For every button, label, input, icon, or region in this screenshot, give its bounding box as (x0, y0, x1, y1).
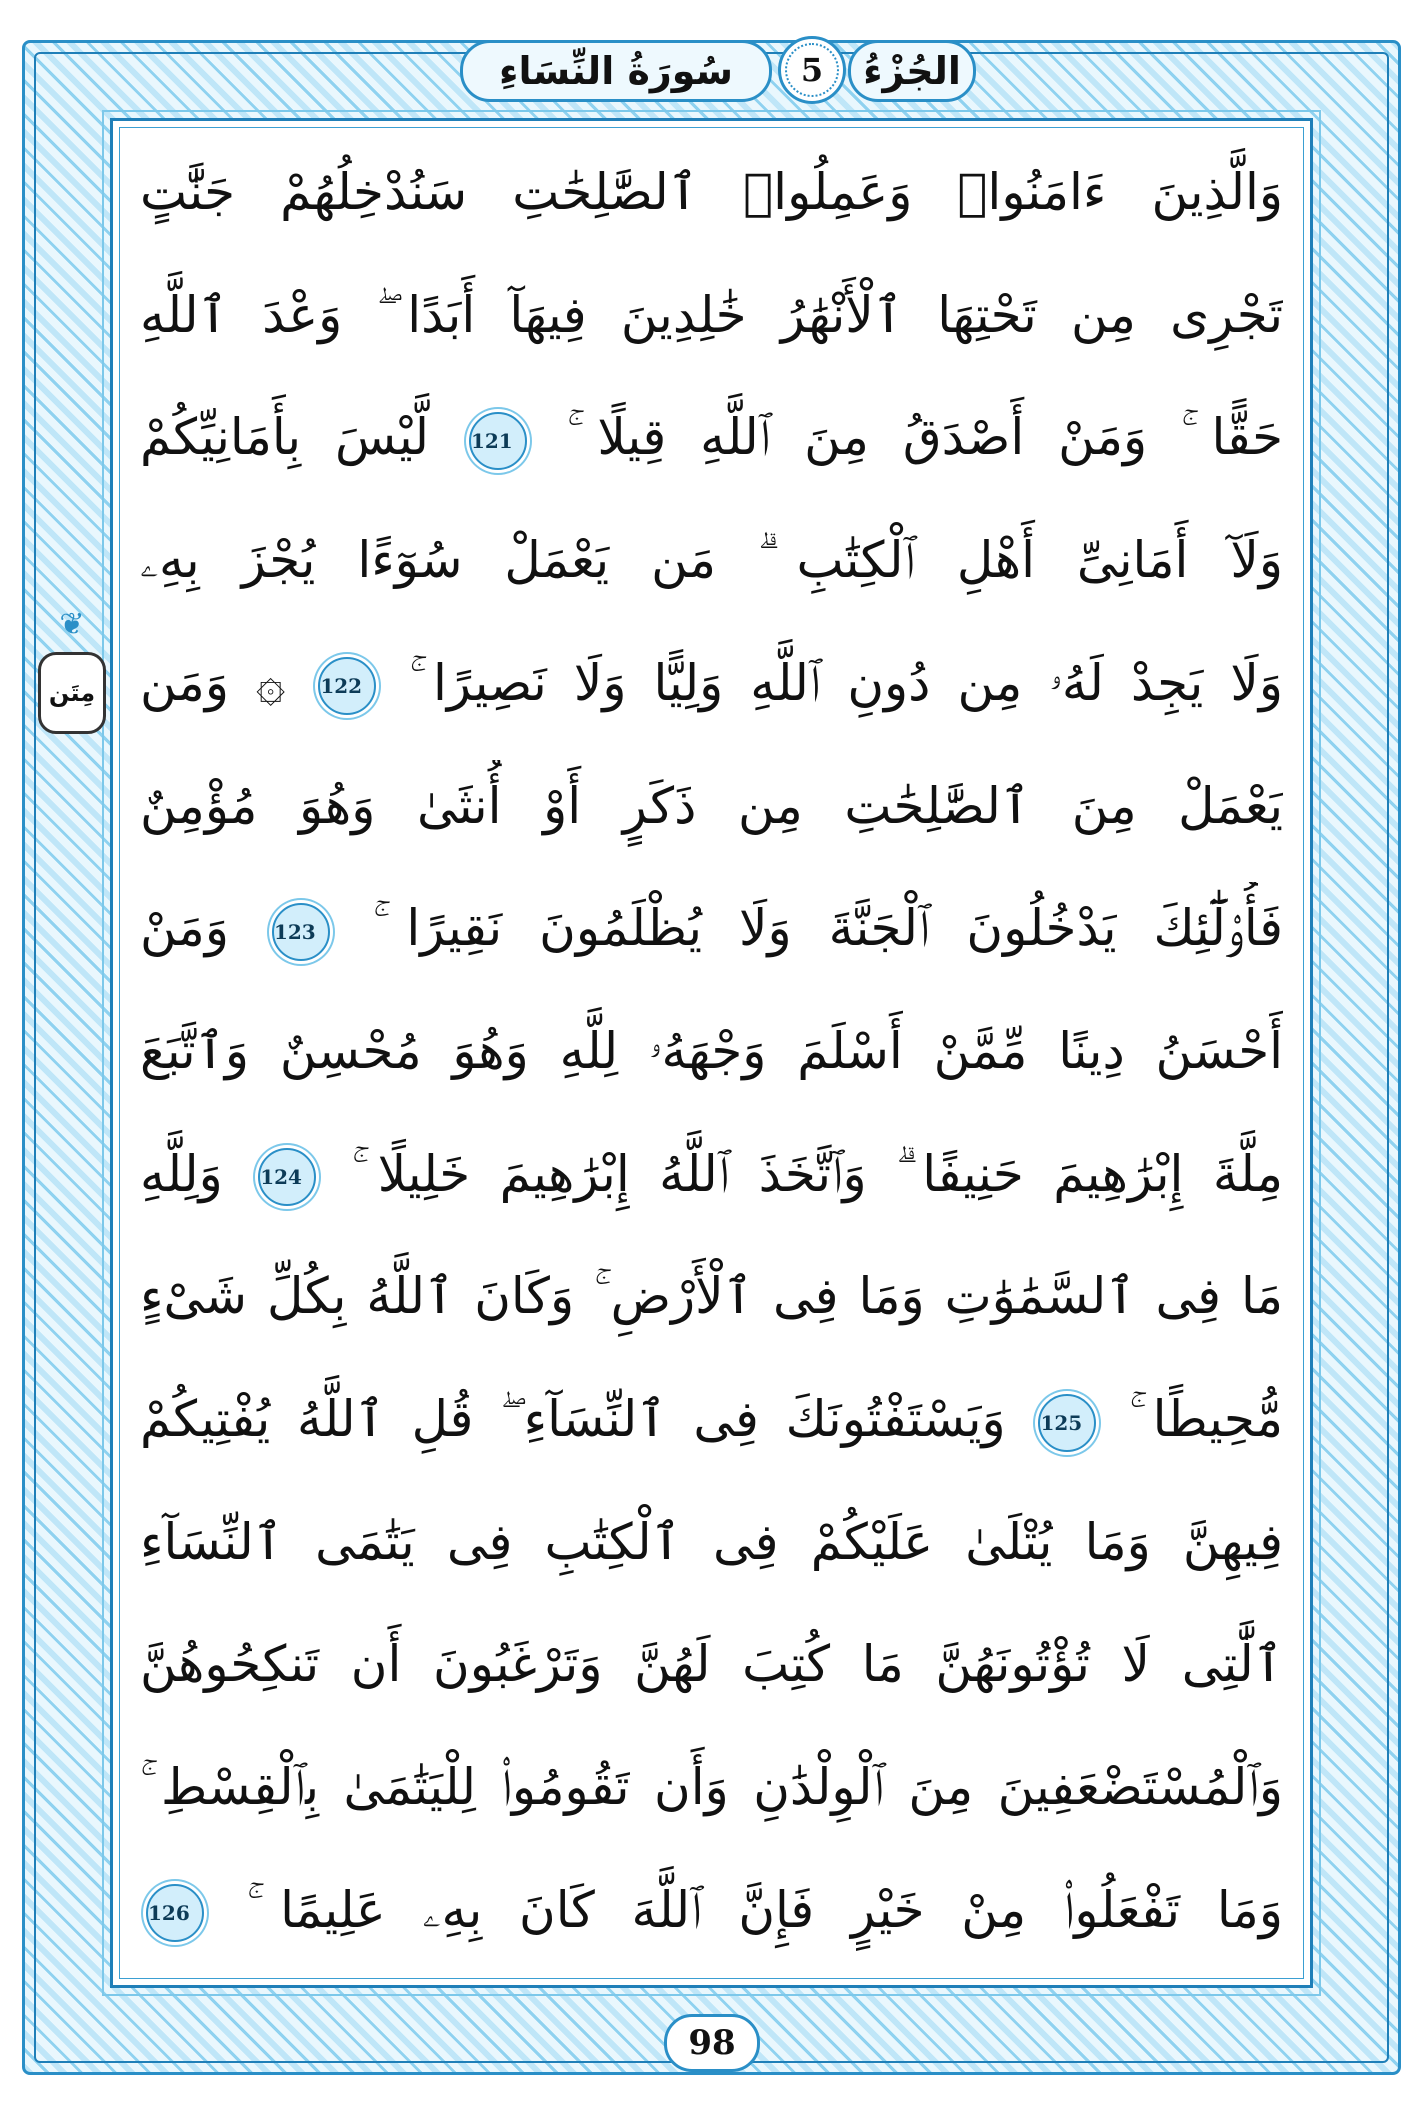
verse-text: مَا فِى ٱلسَّمَٰوَٰتِ وَمَا فِى ٱلْأَرْضِ ۚ وَكَانَ ٱللَّهُ بِكُلِّ شَىْءٍ (140, 1267, 1283, 1326)
text-line (140, 1618, 1283, 1710)
surah-name-cartouche (460, 40, 772, 102)
verse-text: وَلَآ أَمَانِىِّ أَهْلِ ٱلْكِتَٰبِ ۗ مَن يَعْمَلْ سُوٓءًا يُجْزَ بِهِۦ (140, 531, 1283, 590)
verse-text: وَيَسْتَفْتُونَكَ فِى ٱلنِّسَآءِ ۖ قُلِ ٱللَّهُ يُفْتِيكُمْ (140, 1390, 1006, 1449)
verse-text: وَالَّذِينَ ءَامَنُوا۟ وَعَمِلُوا۟ ٱلصَّٰلِحَٰتِ سَنُدْخِلُهُمْ جَنَّٰتٍ (140, 163, 1283, 221)
ayah-number-marker: 126 (146, 1884, 204, 1942)
text-line (140, 1373, 1283, 1465)
verse-text: ٱلَّٰتِى لَا تُؤْتُونَهُنَّ مَا كُتِبَ لَهُنَّ وَتَرْغَبُونَ أَن تَنكِحُوهُنَّ (140, 1635, 1283, 1694)
verse-text: تَجْرِى مِن تَحْتِهَا ٱلْأَنْهَٰرُ خَٰلِدِينَ فِيهَآ أَبَدًا ۖ وَعْدَ ٱللَّهِ (140, 285, 1283, 344)
text-line (140, 637, 1283, 729)
side-section-marker (38, 652, 106, 734)
verse-text: أَحْسَنُ دِينًا مِّمَّنْ أَسْلَمَ وَجْهَهُۥ لِلَّهِ وَهُوَ مُحْسِنٌ وَٱتَّبَعَ (140, 1021, 1283, 1080)
text-line (140, 1250, 1283, 1342)
quran-text-area (140, 146, 1283, 1956)
ayah-number-marker: 125 (1038, 1394, 1096, 1452)
text-line (140, 146, 1283, 238)
page-number: 98 (688, 2023, 736, 2063)
text-line (140, 760, 1283, 852)
text-line (140, 882, 1283, 974)
text-line (140, 391, 1283, 483)
juz-label-cartouche (848, 40, 976, 102)
verse-text: وَلِلَّهِ (140, 1144, 223, 1203)
text-line (140, 1128, 1283, 1220)
verse-text: وَلَا يَجِدْ لَهُۥ مِن دُونِ ٱللَّهِ وَلِيًّا وَلَا نَصِيرًا ۚ (409, 653, 1283, 712)
verse-text: فَأُو۟لَٰٓئِكَ يَدْخُلُونَ ٱلْجَنَّةَ وَلَا يُظْلَمُونَ نَقِيرًا ۚ (372, 899, 1283, 958)
text-line (140, 1005, 1283, 1097)
verse-text: مِلَّةَ إِبْرَٰهِيمَ حَنِيفًا ۗ وَٱتَّخَذَ ٱللَّهُ إِبْرَٰهِيمَ خَلِيلًا ۚ (351, 1144, 1283, 1203)
ayah-number-marker: 122 (318, 657, 376, 715)
text-line (140, 1496, 1283, 1588)
side-marker-label: مِتَن (48, 679, 96, 707)
ayah-number-marker: 123 (272, 903, 330, 961)
text-line (140, 269, 1283, 361)
verse-text: يَعْمَلْ مِنَ ٱلصَّٰلِحَٰتِ مِن ذَكَرٍ أَوْ أُنثَىٰ وَهُوَ مُؤْمِنٌ (140, 776, 1283, 835)
verse-text: مُّحِيطًا ۚ (1129, 1390, 1283, 1449)
text-line (140, 1864, 1283, 1956)
verse-text: فِيهِنَّ وَمَا يُتْلَىٰ عَلَيْكُمْ فِى ٱلْكِتَٰبِ فِى يَتَٰمَى ٱلنِّسَآءِ (140, 1512, 1283, 1571)
verse-text: وَمَا تَفْعَلُوا۟ مِنْ خَيْرٍ فَإِنَّ ٱللَّهَ كَانَ بِهِۦ عَلِيمًا ۚ (246, 1880, 1283, 1939)
surah-name: سُورَةُ النِّسَاءِ (499, 49, 733, 93)
ayah-number-marker: 124 (258, 1148, 316, 1206)
verse-text: حَقًّا ۚ وَمَنْ أَصْدَقُ مِنَ ٱللَّهِ قِيلًا ۚ (566, 408, 1283, 467)
juz-number-medallion (778, 36, 846, 104)
verse-text: وَٱلْمُسْتَضْعَفِينَ مِنَ ٱلْوِلْدَٰنِ وَأَن تَقُومُوا۟ لِلْيَتَٰمَىٰ بِٱلْقِسْطِ ۚ (140, 1758, 1283, 1817)
side-flower-ornament: ❦ (59, 606, 85, 642)
page-number-badge (664, 2014, 760, 2072)
verse-text: لَّيْسَ بِأَمَانِيِّكُمْ (140, 408, 430, 467)
text-line (140, 1741, 1283, 1833)
juz-number: 5 (800, 51, 824, 89)
text-line (140, 514, 1283, 606)
verse-text: ۞ وَمَن (140, 653, 286, 712)
juz-label: الجُزْءُ (863, 49, 961, 93)
verse-text: وَمَنْ (140, 899, 229, 958)
ayah-number-marker: 121 (469, 412, 527, 470)
